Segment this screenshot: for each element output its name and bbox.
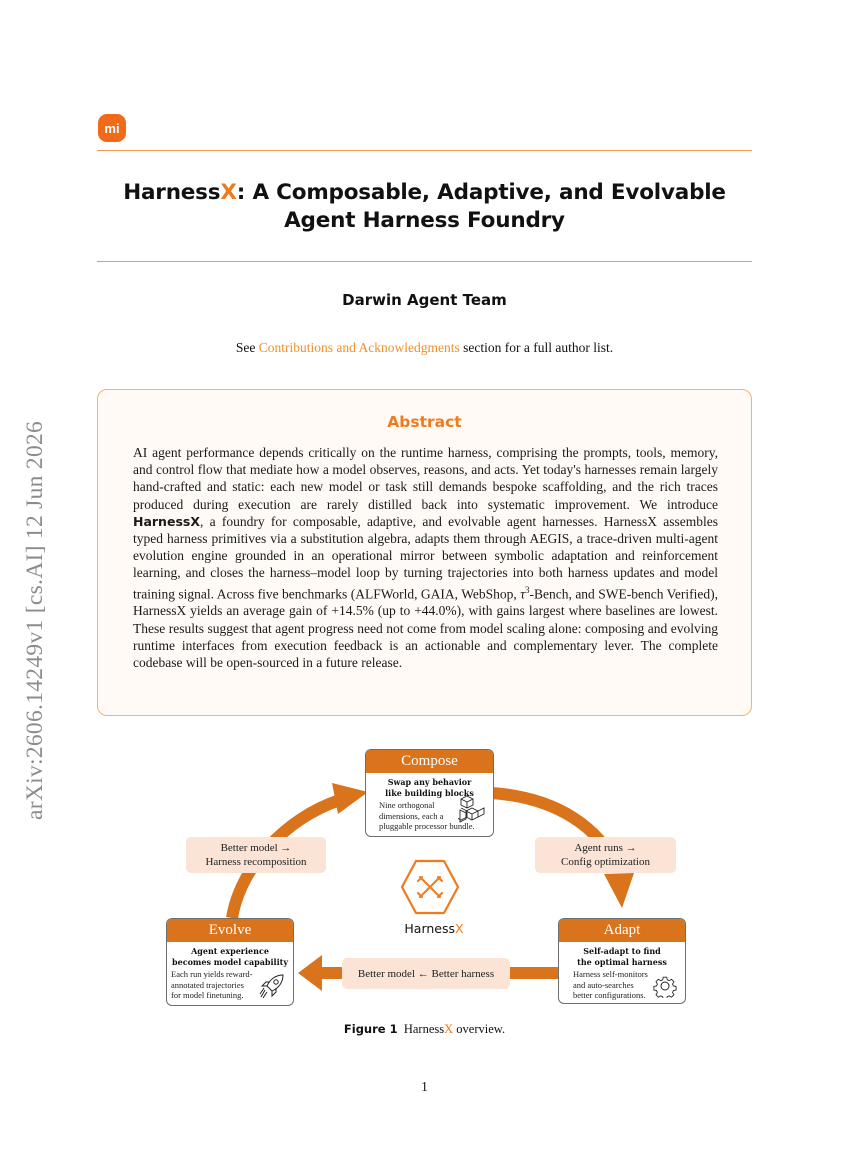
compose-card bbox=[365, 749, 494, 837]
pill-bottom-text: Better model ← Better harness bbox=[357, 967, 495, 980]
pill-left-line-2: Harness recomposition bbox=[205, 856, 307, 868]
arrowhead-adapt bbox=[604, 873, 634, 908]
arrowhead-evolve bbox=[298, 955, 322, 991]
author-team: Darwin Agent Team bbox=[342, 291, 507, 309]
contributions-link[interactable]: Contributions and Acknowledgments bbox=[258, 340, 460, 355]
adapt-desc-3: better configurations. bbox=[573, 990, 646, 1000]
adapt-subtitle bbox=[559, 946, 685, 967]
evolve-card bbox=[166, 918, 294, 1006]
abstract-harnessx: HarnessX bbox=[133, 513, 200, 529]
compose-subtitle-1: Swap any behavior bbox=[387, 777, 472, 787]
figure-caption bbox=[97, 1022, 752, 1037]
adapt-subtitle-2: the optimal harness bbox=[577, 956, 667, 967]
logo-text: mi bbox=[104, 120, 120, 136]
adapt-card bbox=[558, 918, 686, 1004]
adapt-desc-2: and auto-searches bbox=[573, 979, 634, 990]
pill-left-line-1: Better model → bbox=[220, 842, 292, 854]
center-label bbox=[390, 921, 478, 936]
adapt-title: Adapt bbox=[559, 919, 685, 942]
contrib-before: See bbox=[235, 340, 259, 355]
adapt-subtitle-1: Self-adapt to find bbox=[583, 946, 661, 956]
evolve-desc-3: for model finetuning. bbox=[171, 990, 244, 1000]
abstract-tau: τ bbox=[520, 586, 526, 602]
compose-title: Compose bbox=[366, 750, 493, 773]
caption-prefix: Harness bbox=[403, 1022, 445, 1036]
caption-label: Figure 1 bbox=[343, 1022, 398, 1036]
title-x: X bbox=[220, 180, 237, 205]
contrib-after: section for a full author list. bbox=[459, 340, 614, 355]
compose-desc-2: dimensions, each a bbox=[379, 810, 444, 821]
page-number: 1 bbox=[421, 1079, 428, 1094]
adapt-desc bbox=[573, 969, 648, 1001]
abstract-part-1: AI agent performance depends critically on the runtime harness, comprising the prompts, tools, memory, and control flow that mediate how a model observes, reasons, and acts. Yet today's harnesses remain largely hand-crafted and static: each new model or task still demands bespoke scaffolding, and the rich traces produced during execution are rarely distilled back into systematic improvement. We introduce bbox=[133, 445, 718, 512]
arxiv-stamp: arXiv:2606.14249v1 [cs.AI] 12 Jun 2026 bbox=[22, 420, 48, 820]
title-prefix: Harness bbox=[123, 180, 221, 205]
pill-right-line-1: Agent runs → bbox=[574, 842, 637, 854]
abstract-part-2: , a foundry for composable, adaptive, and evolvable agent harnesses. HarnessX assembles typed harness primitives via a substitution algebra, adapts them through AEGIS, a trace-driven multi-agent evolution engine grounded in an operational mirror between symbolic adaptation and reinforcement learning, and closes the harness–model loop by turning trajectories into both harness updates and model training signal. Across five benchmarks (ALFWorld, GAIA, WebShop, bbox=[133, 513, 718, 602]
pill-right-line-2: Config optimization bbox=[561, 856, 650, 868]
pill-recomposition bbox=[186, 837, 326, 873]
abstract-part-3: -Bench, and SWE-bench Verified), HarnessX yields an average gain of +14.5% (up to +44.0%), with gains largest where baselines are lowest. These results suggest that agent progress need not come from model scaling alone: composing and evolving runtime interfaces from execution feedback is an actionable and complementary lever. The complete codebase will be open-sourced in a future release. bbox=[133, 586, 718, 670]
abstract-heading: Abstract bbox=[387, 413, 462, 431]
rocket-icon bbox=[259, 973, 285, 999]
compose-subtitle-2: like building blocks bbox=[385, 787, 474, 798]
evolve-title: Evolve bbox=[167, 919, 293, 942]
adapt-desc-1: Harness self-monitors bbox=[573, 969, 648, 979]
compose-desc-3: pluggable processor bundle. bbox=[379, 821, 475, 831]
title-rest: : A Composable, Adaptive, and Evolvable bbox=[236, 180, 726, 205]
evolve-subtitle-2: becomes model capability bbox=[172, 956, 288, 967]
caption-rest: overview. bbox=[453, 1022, 506, 1036]
title-line-2: Agent Harness Foundry bbox=[284, 208, 565, 233]
center-label-prefix: Harness bbox=[404, 921, 456, 936]
evolve-subtitle-1: Agent experience bbox=[191, 946, 269, 956]
abstract-tau-sup: 3 bbox=[525, 584, 530, 595]
gear-icon bbox=[653, 974, 677, 998]
compose-desc-1: Nine orthogonal bbox=[379, 800, 435, 810]
evolve-desc-1: Each run yields reward- bbox=[171, 969, 253, 979]
evolve-desc-2: annotated trajectories bbox=[171, 979, 244, 990]
arrowhead-compose bbox=[332, 783, 368, 814]
pill-config-optimization bbox=[535, 837, 676, 873]
evolve-subtitle bbox=[167, 946, 293, 967]
center-label-x: X bbox=[455, 921, 464, 936]
hexagon-x-icon bbox=[400, 857, 460, 917]
cubes-icon bbox=[458, 794, 486, 824]
pill-better-harness bbox=[342, 958, 510, 989]
evolve-desc bbox=[171, 969, 252, 1001]
caption-x: X bbox=[444, 1022, 454, 1036]
